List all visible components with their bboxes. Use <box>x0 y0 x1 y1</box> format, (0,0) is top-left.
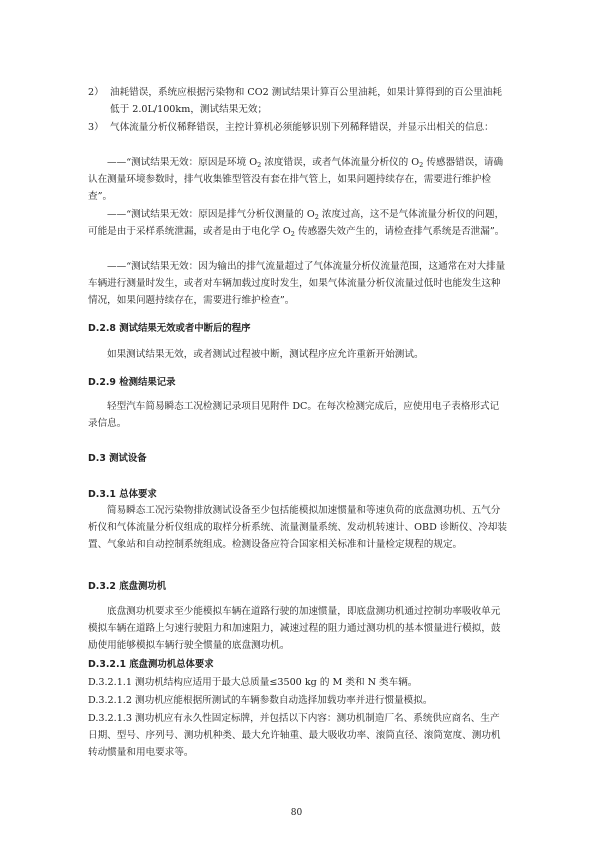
error-message-flow-range: ——“测试结果无效：因为输出的排气流量超过了气体流量分析仪流量范围，这通常在对大排量车辆进行测量时发生，或者对车辆加载过度时发生，如果气体流量分析仪流量过低时也能发生这种情况，如果问题持续存在，需要进行维护检查”。 <box>88 261 506 307</box>
section-body-d29: 轻型汽车简易瞬态工况检测记录项目见附件 DC。在每次检测完成后，应使用电子表格形式记录信息。 <box>88 401 500 430</box>
section-body-d31: 简易瞬态工况污染物排放测试设备至少包括能模拟加速惯量和等速负荷的底盘测功机、五气分析仪和气体流量分析仪组成的取样分析系统、流量测量系统、发动机转速计、OBD 诊断仪、冷却装置、气象站和自动控制系统组成。检测设备应符合国家相关标准和计量检定规程的规定。 <box>88 505 507 551</box>
section-body-d28: 如果测试结果无效，或者测试过程被中断，测试程序应允许重新开始测试。 <box>107 349 424 360</box>
list-text: 气体流量分析仪稀释错误，主控计算机必须能够识别下列稀释错误，并显示出相关的信息： <box>110 122 494 133</box>
section-heading-d3: D.3 测试设备 <box>88 453 147 464</box>
section-heading-d321: D.3.2.1 底盘测功机总体要求 <box>88 659 214 670</box>
section-heading-d28: D.2.8 测试结果无效或者中断后的程序 <box>88 323 251 334</box>
page-number: 80 <box>290 808 303 818</box>
error-message-o2-ambient: ——“测试结果无效：原因是环境 $O_2$ 浓度错误，或者气体流量分析仪的 $O_2$ 传感器错误，请确认在测量环境参数时，排气收集锥型管没有套在排气管上，如果问题持续存在，需要进行维护检查”。 <box>88 157 504 203</box>
section-heading-d29: D.2.9 检测结果记录 <box>88 377 176 388</box>
error-message-o2-high: ——“测试结果无效：原因是排气分析仪测量的 $O_2$ 浓度过高，这不是气体流量分析仪的问题，可能是由于采样系统泄漏，或者是由于电化学 $O_2$ 传感器失效产生的，请检查排气系统是否泄漏”。 <box>88 209 505 239</box>
list-number: 2） <box>88 87 104 98</box>
clause-d3212: D.3.2.1.2 测功机应能根据所测试的车辆参数自动选择加载功率并进行惯量模拟。 <box>88 695 433 706</box>
list-number: 3） <box>88 122 104 133</box>
section-heading-d32: D.3.2 底盘测功机 <box>88 581 167 592</box>
section-heading-d31: D.3.1 总体要求 <box>88 489 157 500</box>
section-body-d32: 底盘测功机要求至少能模拟车辆在道路行驶的加速惯量，即底盘测功机通过控制功率吸收单元模拟车辆在道路上匀速行驶阻力和加速阻力，减速过程的阻力通过测功机的基本惯量进行模拟，鼓励使用能够模拟车辆行驶全惯量的底盘测功机。 <box>88 606 501 652</box>
clause-d3211: D.3.2.1.1 测功机结构应适用于最大总质量≤3500 kg 的 M 类和 N 类车辆。 <box>88 677 418 688</box>
list-item-3 <box>88 119 508 136</box>
list-text: 油耗错误，系统应根据污染物和 CO2 测试结果计算百公里油耗，如果计算得到的百公里油耗低于 2.0L/100km，测试结果无效； <box>110 87 502 116</box>
list-item-2 <box>88 84 508 118</box>
clause-d3213: D.3.2.1.3 测功机应有永久性固定标牌，并包括以下内容：测功机制造厂名、系统供应商名、生产日期、型号、序列号、测功机种类、最大允许轴重、最大吸收功率、滚筒直径、滚筒宽度、测功机转动惯量和用电要求等。 <box>88 713 501 759</box>
